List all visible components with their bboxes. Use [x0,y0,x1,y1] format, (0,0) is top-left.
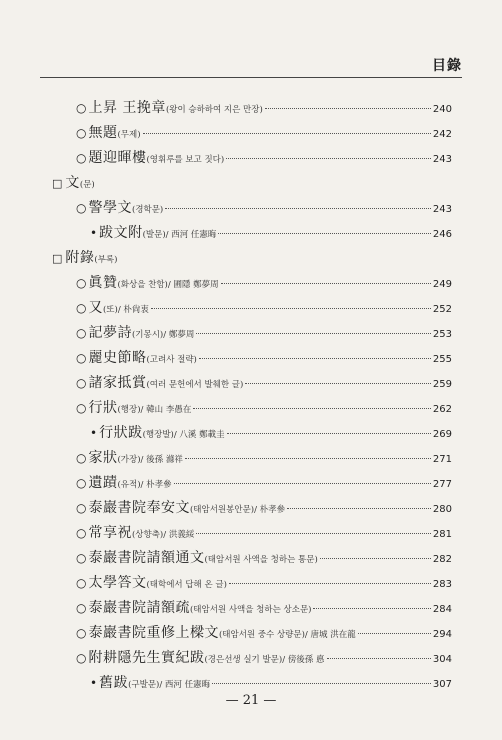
entry-page: 277 [432,479,452,490]
entry-title: 附耕隱先生實紀跋 [88,650,205,666]
entry-author: / 唐城 洪在龍 [304,630,356,640]
section-title: 文 [65,175,80,191]
circle-marker-icon: ○ [76,401,87,415]
entry-page: 253 [432,329,452,340]
dot-leader [174,483,431,484]
entry-author: / 鄭夢周 [163,330,195,340]
circle-marker-icon: ○ [76,201,87,215]
dot-leader [196,333,431,334]
circle-marker-icon: ○ [76,451,87,465]
dot-leader [313,608,430,609]
toc-subentry [52,422,452,442]
entry-page: 246 [432,229,452,240]
dot-leader [143,133,431,134]
entry-page: 259 [432,379,452,390]
circle-marker-icon: ○ [76,101,87,115]
entry-gloss: (무제) [117,130,141,140]
toc-entry [52,122,452,142]
entry-title: 泰巖書院重修上樑文 [88,625,219,641]
dot-leader [226,158,431,159]
dot-leader [227,433,431,434]
toc-entry [52,397,452,417]
entry-author: / 洪義綏 [163,530,195,540]
circle-marker-icon: ○ [76,626,87,640]
entry-gloss: (또) [102,305,118,315]
circle-marker-icon: ○ [76,326,87,340]
dot-leader [265,108,431,109]
entry-page: 284 [432,604,452,615]
dot-leader [151,308,431,309]
entry-page: 281 [432,529,452,540]
entry-page: 304 [432,654,452,665]
circle-marker-icon: ○ [76,476,87,490]
dot-leader [185,458,431,459]
entry-gloss: (경학문) [131,205,164,215]
dot-leader [245,383,431,384]
dot-leader [165,208,431,209]
entry-gloss: (화상을 찬함) [117,280,168,290]
entry-page: 282 [432,554,452,565]
circle-marker-icon: ○ [76,501,87,515]
entry-page: 294 [432,629,452,640]
entry-page: 280 [432,504,452,515]
circle-marker-icon: ○ [76,551,87,565]
entry-title: 又 [88,300,103,316]
entry-title: 上昇 王挽章 [88,100,166,116]
entry-gloss: (구발문) [128,680,160,690]
dot-leader [196,533,431,534]
entry-title: 記夢詩 [88,325,132,341]
entry-title: 題迎暉樓 [88,150,147,166]
entry-gloss: (왕이 승하하여 지은 만장) [165,105,263,115]
entry-page: 243 [432,154,452,165]
entry-page: 269 [432,429,452,440]
entry-gloss: (발문) [142,230,166,240]
entry-page: 242 [432,129,452,140]
circle-marker-icon: ○ [76,376,87,390]
entry-page: 252 [432,304,452,315]
toc-entry [52,322,452,342]
toc-entry [52,97,452,117]
bullet-marker-icon: • [90,676,98,690]
entry-title: 舊跋 [99,675,129,691]
entry-author: / 朴孝參 [140,480,172,490]
toc-entry [52,597,452,617]
entry-title: 太學答文 [88,575,147,591]
entry-author: / 傍後孫 悳 [282,655,325,665]
entry-gloss: (상향축) [131,530,164,540]
dot-leader [327,658,431,659]
entry-title: 警學文 [88,200,132,216]
entry-gloss: (행장발) [142,430,174,440]
entry-gloss: (태학에서 답해 온 글) [146,580,227,590]
entry-page: 243 [432,204,452,215]
entry-title: 跋文附 [99,225,143,241]
entry-page: 307 [432,679,452,690]
entry-page: 271 [432,454,452,465]
entry-author: / 圃隱 鄭夢周 [167,280,219,290]
entry-gloss: (태암서원 중수 상량문) [218,630,305,640]
toc-entry [52,297,452,317]
entry-gloss: (경은선생 실기 발문) [204,655,283,665]
toc-entry [52,372,452,392]
toc-section [52,172,452,192]
bullet-marker-icon: • [90,426,98,440]
dot-leader [287,508,431,509]
dot-leader [218,233,430,234]
entry-gloss: (태암서원 사액을 청하는 통문) [204,555,318,565]
entry-gloss: (여러 문헌에서 발췌한 글) [146,380,244,390]
entry-author: / 西河 任憲晦 [159,680,211,690]
entry-gloss: (행장) [117,405,141,415]
entry-gloss: (태암서원 사액을 청하는 상소문) [189,605,312,615]
entry-author: / 西河 任憲晦 [165,230,217,240]
toc-entry [52,472,452,492]
dot-leader [320,558,431,559]
section-gloss: (부록) [94,255,118,265]
dot-leader [358,633,431,634]
toc-subentry [52,672,452,692]
toc-subentry [52,222,452,242]
entry-title: 眞贊 [88,275,118,291]
entry-author: / 八溪 鄭載圭 [173,430,225,440]
toc-entry [52,572,452,592]
toc-entry [52,622,452,642]
toc-entry [52,547,452,567]
toc-entry [52,647,452,667]
entry-gloss: (가장) [117,455,141,465]
page-number: — 21 — [225,693,277,708]
entry-gloss: (영휘루를 보고 짓다) [146,155,225,165]
entry-title: 麗史節略 [88,350,147,366]
toc-entry [52,197,452,217]
entry-gloss: (태암서원봉안문) [189,505,255,515]
entry-page: 240 [432,104,452,115]
circle-marker-icon: ○ [76,351,87,365]
entry-author: / 後孫 滌祥 [140,455,183,465]
entry-author: / 朴孝參 [254,505,286,515]
toc-entry [52,347,452,367]
entry-title: 諸家抵賞 [88,375,147,391]
dot-leader [193,408,431,409]
entry-gloss: (고려사 절략) [146,355,197,365]
dot-leader [199,358,431,359]
section-title: 附錄 [65,250,95,266]
dot-leader [229,583,431,584]
entry-title: 家狀 [88,450,118,466]
header-title: 目錄 [432,58,462,74]
entry-title: 行狀跋 [99,425,143,441]
circle-marker-icon: ○ [76,526,87,540]
circle-marker-icon: ○ [76,301,87,315]
page-header [40,55,462,78]
entry-page: 249 [432,279,452,290]
toc-entry [52,522,452,542]
circle-marker-icon: ○ [76,126,87,140]
entry-author: / 韓山 李愚在 [140,405,192,415]
entry-gloss: (기몽시) [131,330,164,340]
entry-title: 泰巖書院請額疏 [88,600,190,616]
square-marker-icon: □ [52,177,63,190]
toc-entry [52,447,452,467]
entry-title: 行狀 [88,400,118,416]
section-gloss: (문) [79,180,95,190]
circle-marker-icon: ○ [76,151,87,165]
entry-title: 遺蹟 [88,475,118,491]
toc-entry [52,497,452,517]
entry-page: 262 [432,404,452,415]
entry-page: 283 [432,579,452,590]
entry-title: 泰巖書院奉安文 [88,500,190,516]
circle-marker-icon: ○ [76,601,87,615]
entry-title: 泰巖書院請額通文 [88,550,205,566]
square-marker-icon: □ [52,252,63,265]
circle-marker-icon: ○ [76,651,87,665]
dot-leader [221,283,431,284]
entry-title: 無題 [88,125,118,141]
bullet-marker-icon: • [90,226,98,240]
toc-entry [52,272,452,292]
circle-marker-icon: ○ [76,276,87,290]
entry-gloss: (유적) [117,480,141,490]
entry-author: / 朴尙衷 [117,305,149,315]
entry-page: 255 [432,354,452,365]
toc-section [52,247,452,267]
dot-leader [212,683,431,684]
toc-entry [52,147,452,167]
circle-marker-icon: ○ [76,576,87,590]
entry-title: 常享祝 [88,525,132,541]
